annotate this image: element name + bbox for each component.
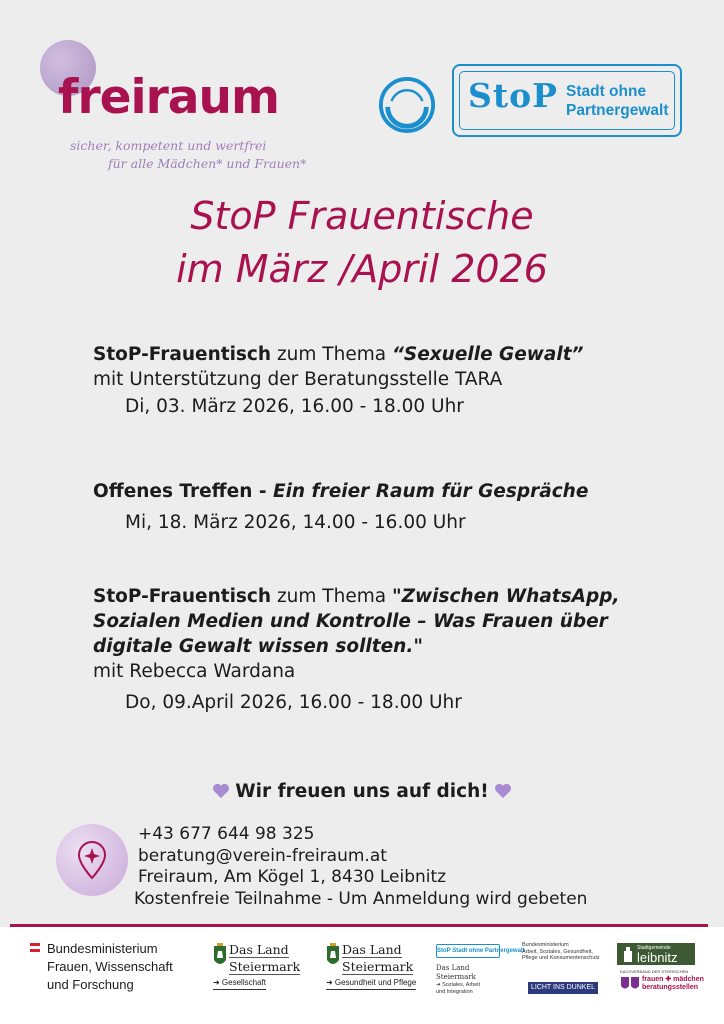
austria-flag-icon <box>30 943 40 952</box>
event-2-name: Offenes Treffen - <box>93 481 273 502</box>
steiermark-crest-icon <box>326 942 340 970</box>
land-title-1: Das Land <box>342 942 402 957</box>
leibnitz-name: leibnitz <box>637 950 678 965</box>
purple-heart-icon <box>212 783 230 799</box>
stop-logo-subtitle <box>566 82 669 120</box>
land-title-2: Steiermark <box>229 959 301 974</box>
land-steiermark-gesundheit-logo <box>326 942 417 998</box>
event-1-extra: mit Unterstützung der Beratungsstelle TARA <box>93 369 503 390</box>
stop-small-logo: StoP Stadt ohne Partnergewalt <box>436 944 500 958</box>
freiraum-logo: freiraum <box>58 70 279 125</box>
closing-message <box>0 781 724 802</box>
fmb-icon <box>620 976 640 992</box>
event-3-extra: mit Rebecca Wardana <box>93 661 296 682</box>
event-3-topic-3: digitale Gewalt wissen sollten." <box>93 636 424 657</box>
steiermark-crest-icon <box>213 942 227 970</box>
freiraum-tagline-1: sicher, kompetent und wertfrei <box>70 138 267 153</box>
land-steiermark-gesellschaft-logo <box>213 942 301 998</box>
event-1-name: StoP-Frauentisch <box>93 344 272 365</box>
stop-line-2: Partnergewalt <box>566 102 669 119</box>
land-title-2: Steiermark <box>342 959 414 974</box>
contact-note: Kostenfreie Teilnahme - Um Anmeldung wird gebeten <box>134 888 588 909</box>
stop-ring-icon <box>378 76 436 134</box>
fmb-line-1: frauen ✚ mädchen <box>642 976 704 983</box>
land-small-sub: ➜ Soziales, Arbeit und Integration <box>436 982 481 995</box>
contact-circle <box>56 824 128 896</box>
ministry-line-3: und Forschung <box>47 977 134 992</box>
contact-info <box>134 824 588 910</box>
ministry-small-3: Pflege und Konsumentenschutz <box>522 955 600 961</box>
land-title-1: Das Land <box>229 942 289 957</box>
contact-email[interactable]: beratung@verein-freiraum.at <box>138 845 387 866</box>
ministry-small-logo <box>522 942 612 962</box>
fmb-text <box>642 976 704 992</box>
stop-logo-text: StoP <box>468 76 558 115</box>
tower-icon <box>622 946 634 962</box>
contact-address: Freiraum, Am Kögel 1, 8430 Leibnitz <box>138 867 447 887</box>
land-subtitle: ➜ Gesellschaft <box>213 978 266 990</box>
event-2 <box>93 479 588 535</box>
freiraum-tagline <box>70 137 306 173</box>
event-3-topic-2: Sozialen Medien und Kontrolle – Was Frauen über <box>93 611 608 632</box>
fmb-line-2: beratungsstellen <box>642 984 699 991</box>
purple-heart-icon <box>494 783 512 799</box>
ministry-line-1: Bundesministerium <box>47 941 158 956</box>
land-small-logo <box>436 964 488 995</box>
leibnitz-logo <box>617 943 695 965</box>
event-1 <box>93 342 583 419</box>
title-line-2: im März /April 2026 <box>176 247 548 291</box>
stop-logo <box>452 64 682 137</box>
closing-text: Wir freuen uns auf dich! <box>235 781 489 802</box>
ministry-line-2: Frauen, Wissenschaft <box>47 959 173 974</box>
event-3 <box>93 584 620 715</box>
leibnitz-small: Stadtgemeinde <box>637 945 671 951</box>
event-2-topic: Ein freier Raum für Gespräche <box>272 481 589 502</box>
ministry-logo-text <box>47 940 173 994</box>
land-small-title: Das Land Steiermark <box>436 964 476 981</box>
land-subtitle: ➜ Gesundheit und Pflege <box>326 978 416 990</box>
event-1-connector: zum Thema <box>271 344 392 365</box>
location-pin-icon <box>76 840 108 880</box>
ministry-small-1: Bundesministerium <box>522 942 569 948</box>
ministry-small-2: Arbeit, Soziales, Gesundheit, <box>522 948 593 955</box>
event-1-topic: “Sexuelle Gewalt” <box>391 344 584 365</box>
event-3-name: StoP-Frauentisch <box>93 586 272 607</box>
contact-phone[interactable]: +43 677 644 98 325 <box>138 824 315 844</box>
event-2-date: Mi, 18. März 2026, 14.00 - 16.00 Uhr <box>125 512 466 533</box>
fmb-small: DACHVERBAND DER STEIRISCHEN <box>620 969 689 974</box>
freiraum-tagline-2: für alle Mädchen* und Frauen* <box>108 156 307 171</box>
licht-ins-dunkel-logo: LICHT INS DUNKEL <box>528 982 598 994</box>
event-3-connector: zum Thema <box>271 586 392 607</box>
page-title <box>0 190 724 296</box>
event-3-date: Do, 09.April 2026, 16.00 - 18.00 Uhr <box>125 692 462 713</box>
title-line-1: StoP Frauentische <box>190 194 534 238</box>
event-3-topic-1: "Zwischen WhatsApp, <box>391 586 620 607</box>
stop-line-1: Stadt ohne <box>566 83 647 100</box>
event-1-date: Di, 03. März 2026, 16.00 - 18.00 Uhr <box>125 396 464 417</box>
